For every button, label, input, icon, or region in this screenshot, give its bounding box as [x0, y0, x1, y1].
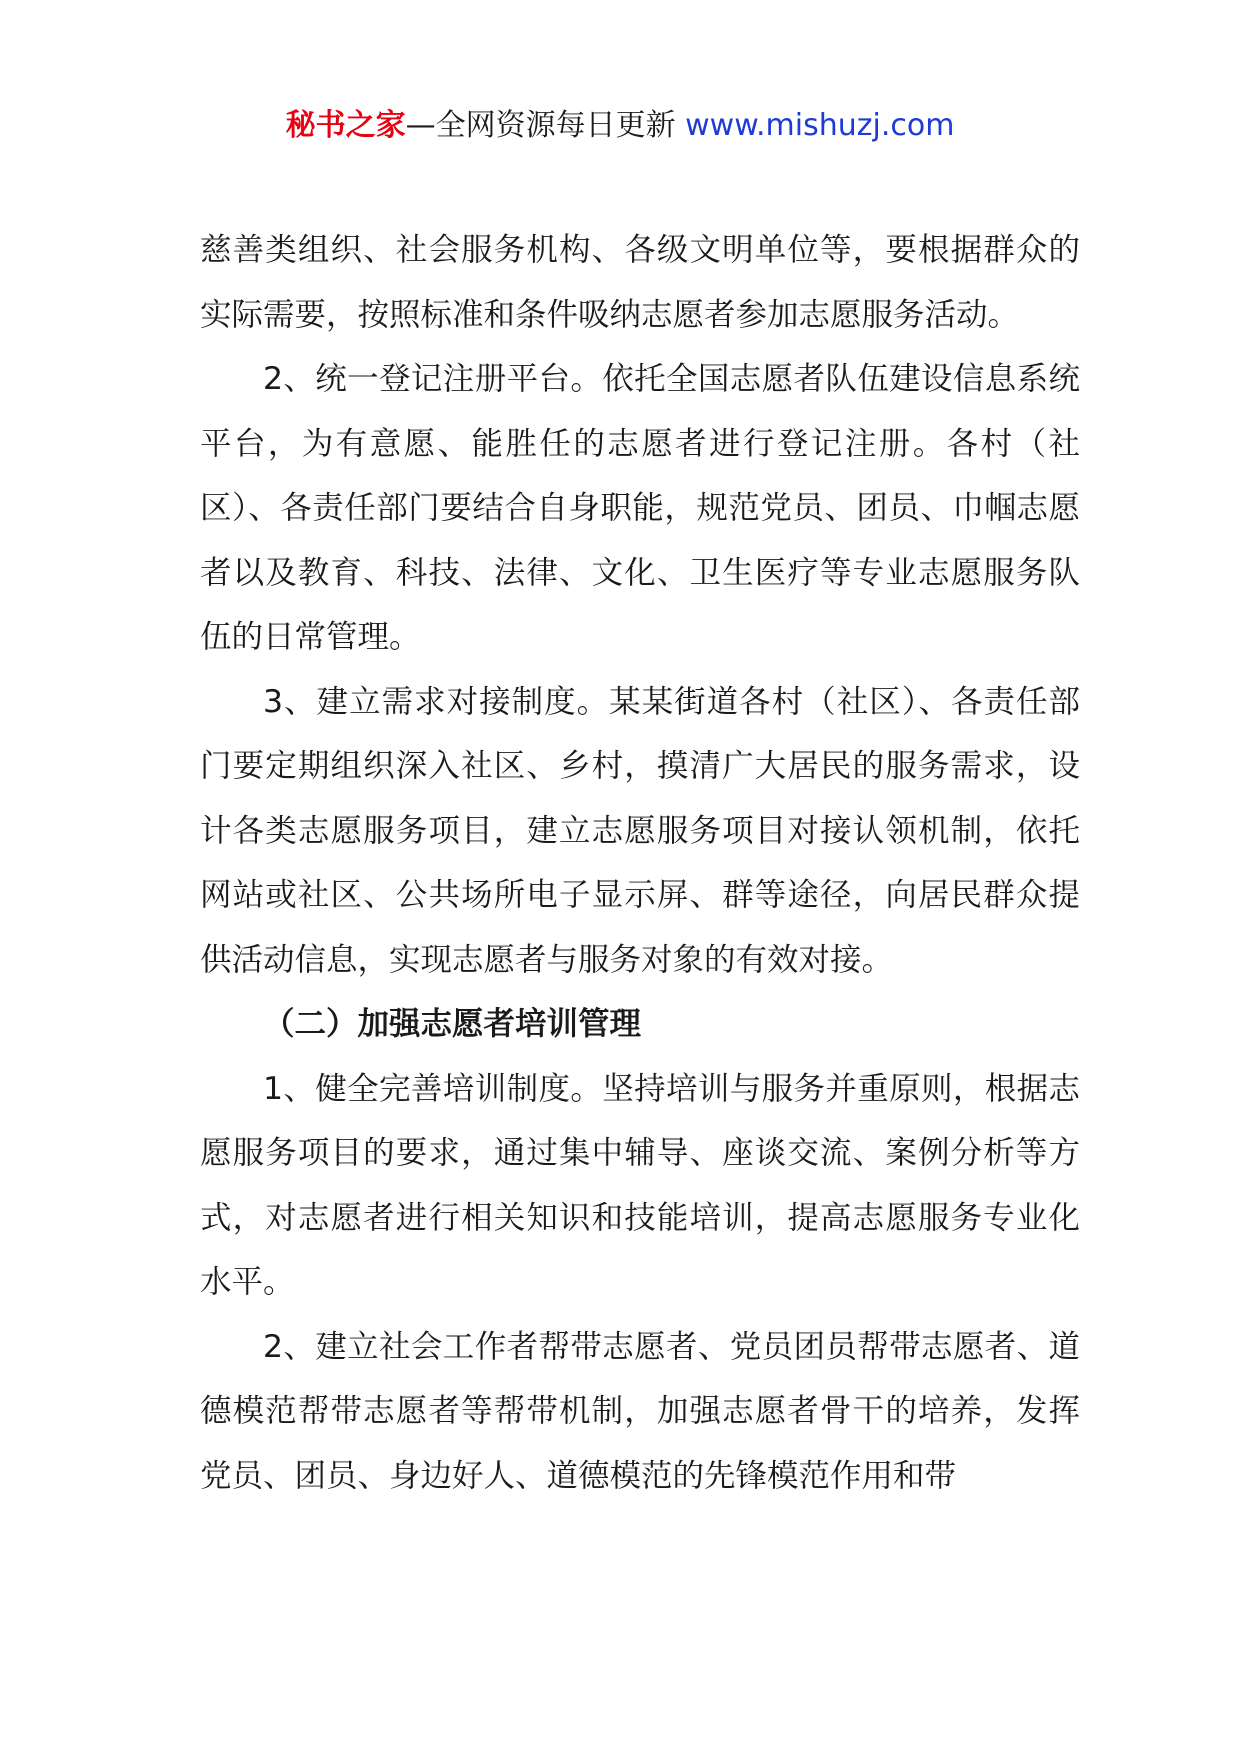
header-tagline: —全网资源每日更新 — [405, 108, 686, 143]
website-link[interactable]: www.mishuzj.com — [685, 108, 955, 143]
paragraph-mentoring-mechanism: 2、建立社会工作者帮带志愿者、党员团员帮带志愿者、道德模范帮带志愿者等帮带机制，加强志愿者骨干的培养，发挥党员、团员、身边好人、道德模范的先锋模范作用和带 — [200, 1328, 1080, 1494]
brand-name: 秘书之家 — [285, 108, 406, 143]
section-heading-training: （二）加强志愿者培训管理 — [263, 1006, 642, 1042]
page-header — [0, 98, 1240, 154]
document-body — [200, 218, 1080, 1508]
paragraph-continuation: 慈善类组织、社会服务机构、各级文明单位等，要根据群众的实际需要，按照标准和条件吸纳志愿者参加志愿服务活动。 — [200, 232, 1080, 333]
paragraph-training-system: 1、健全完善培训制度。坚持培训与服务并重原则，根据志愿服务项目的要求，通过集中辅导、座谈交流、案例分析等方式，对志愿者进行相关知识和技能培训，提高志愿服务专业化水平。 — [200, 1070, 1080, 1300]
paragraph-registration-platform: 2、统一登记注册平台。依托全国志愿者队伍建设信息系统平台，为有意愿、能胜任的志愿者进行登记注册。各村（社区）、各责任部门要结合自身职能，规范党员、团员、巾帼志愿者以及教育、科技、法律、文化、卫生医疗等专业志愿服务队伍的日常管理。 — [200, 361, 1080, 655]
paragraph-demand-matching: 3、建立需求对接制度。某某街道各村（社区）、各责任部门要定期组织深入社区、乡村，摸清广大居民的服务需求，设计各类志愿服务项目，建立志愿服务项目对接认领机制，依托网站或社区、公共场所电子显示屏、群等途径，向居民群众提供活动信息，实现志愿者与服务对象的有效对接。 — [200, 683, 1080, 978]
